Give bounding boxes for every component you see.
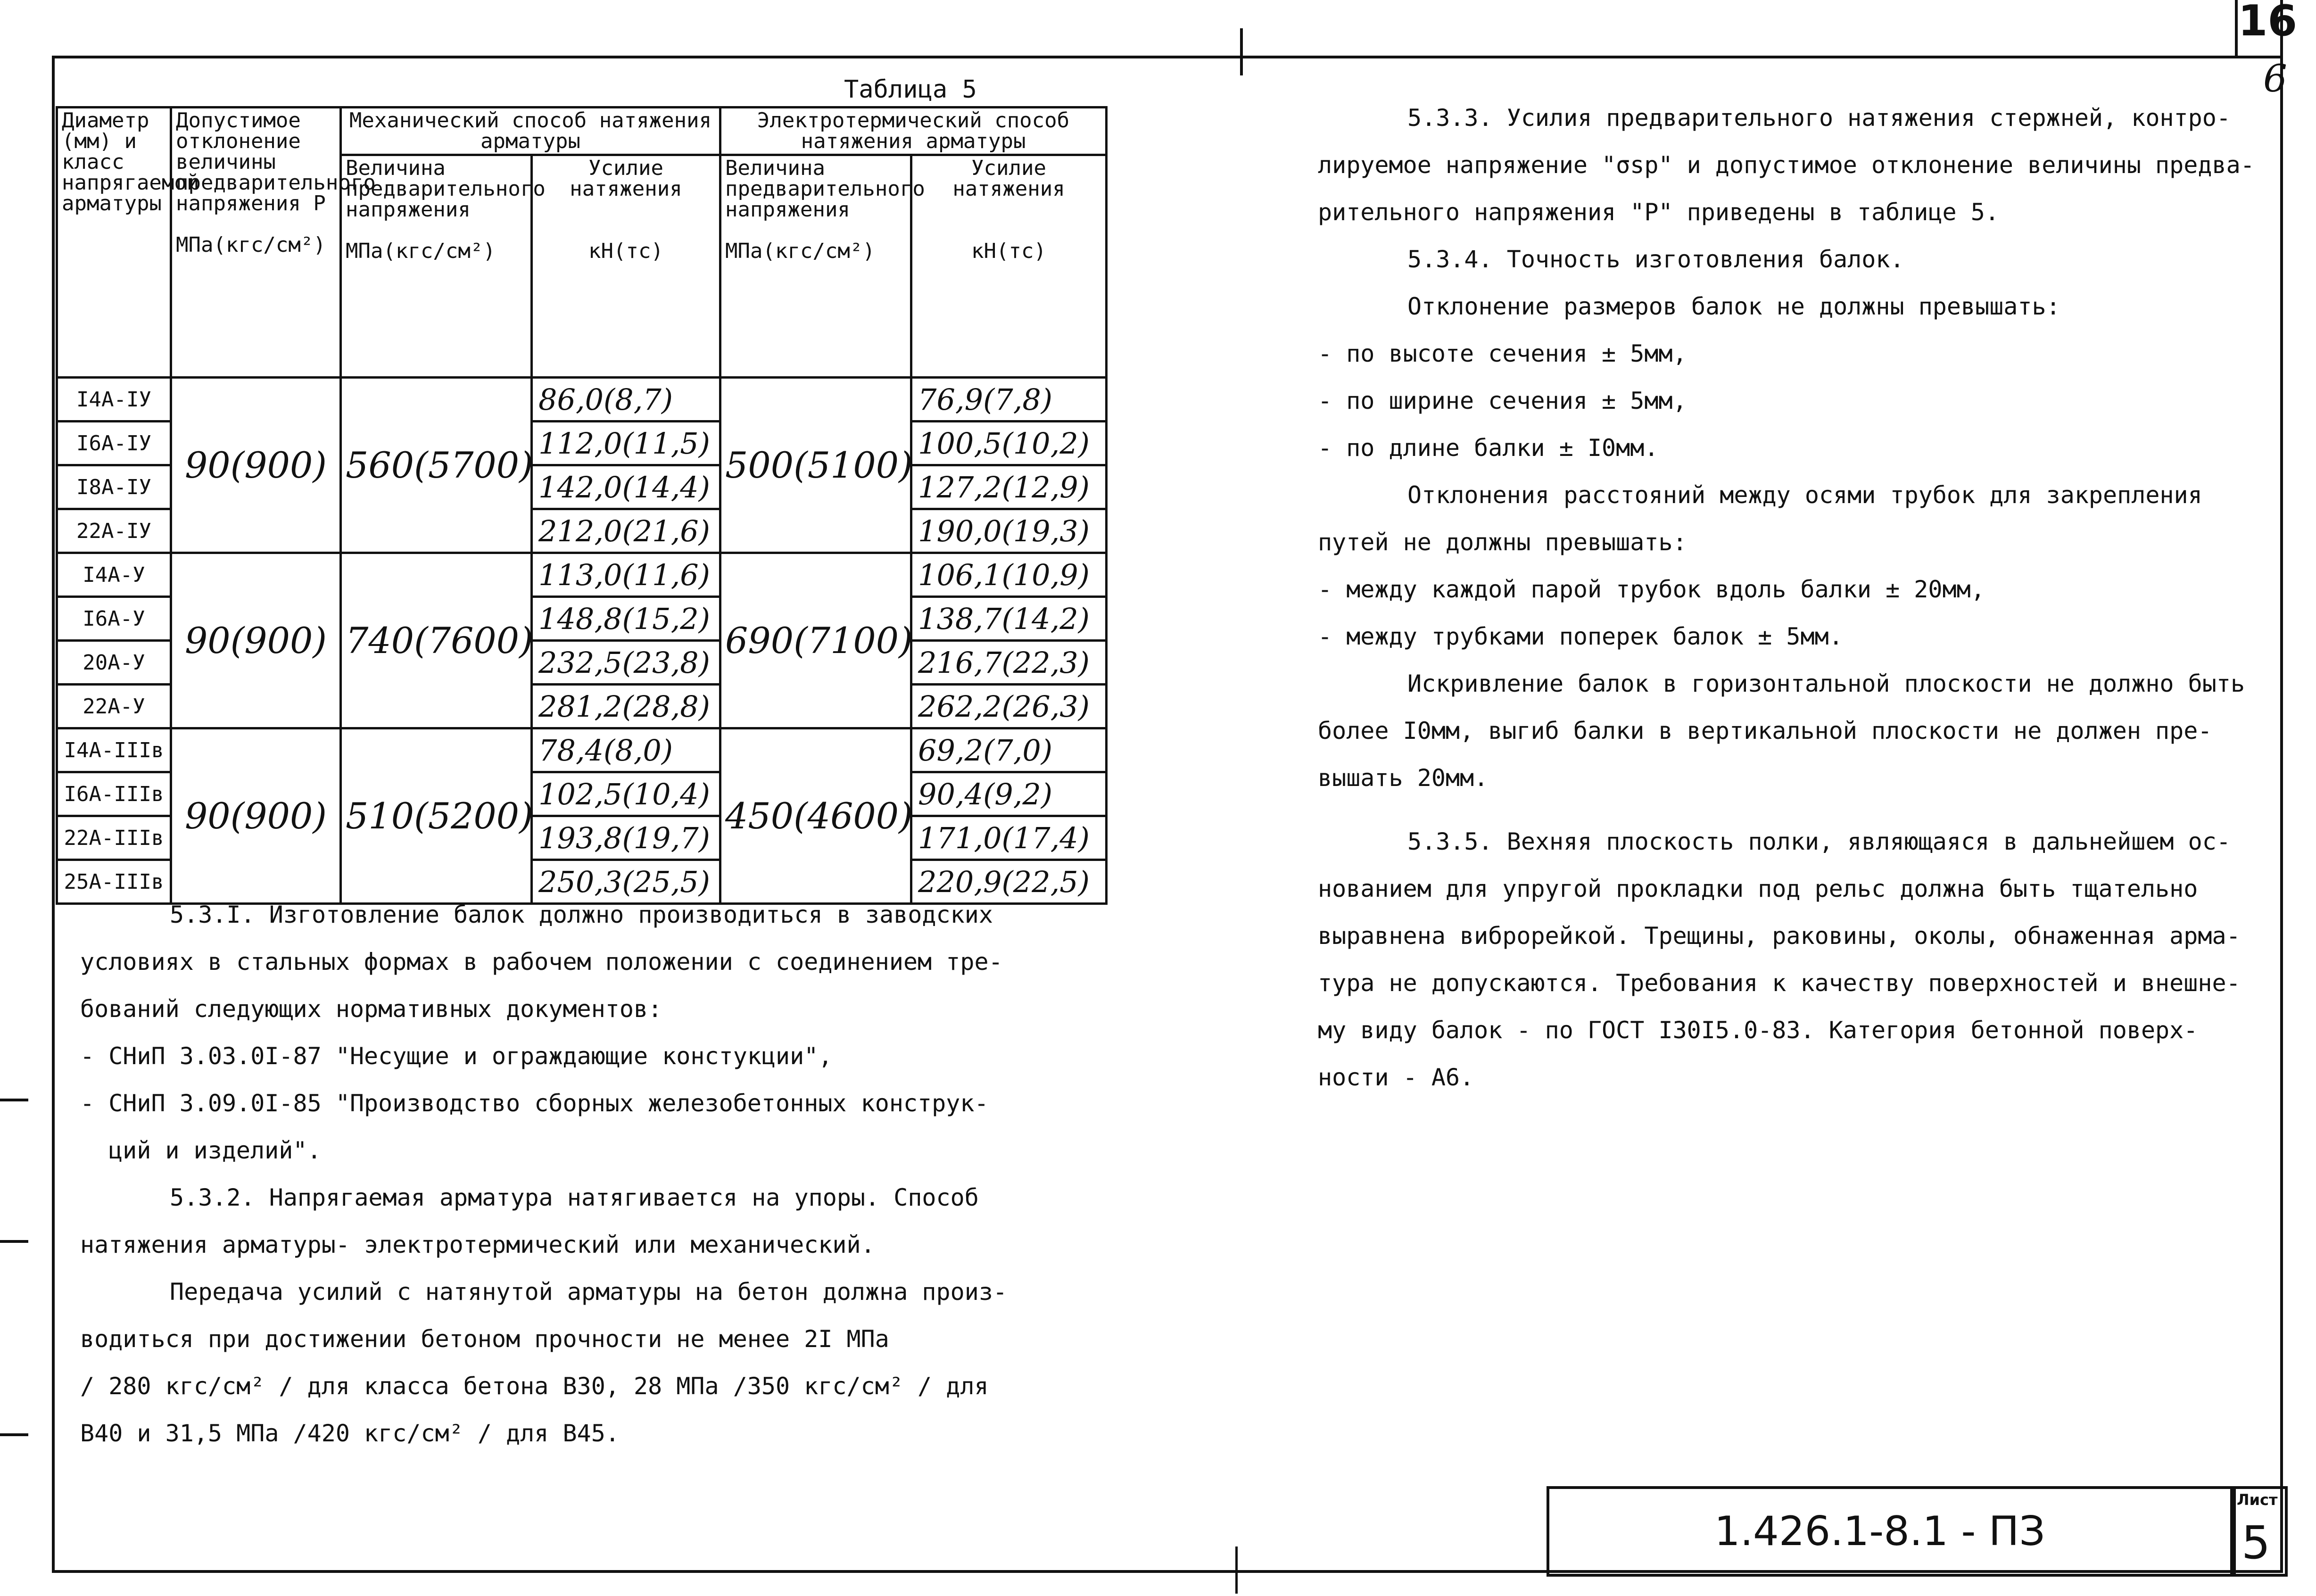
class-cell: I8A-IУ: [57, 465, 171, 509]
mech-force-cell: 78,4(8,0): [532, 728, 720, 772]
electro-force-cell: 69,2(7,0): [911, 728, 1107, 772]
left-text-column: [80, 891, 1007, 1457]
table-row: [57, 728, 1107, 772]
mech-force-cell: 281,2(28,8): [532, 685, 720, 728]
class-cell: I6A-IУ: [57, 422, 171, 465]
class-cell: I4A-У: [57, 553, 171, 597]
header-mech-prestress-unit: МПа(кгс/см²): [346, 239, 496, 263]
para-5-3-2-line-1: 5.3.2. Напрягаемая арматура натягивается на упоры. Способ: [170, 1184, 979, 1211]
sheet-number-handwritten: 6: [2263, 57, 2287, 100]
para-transfer-line-2: водиться при достижении бетоном прочности не менее 2I МПа: [80, 1325, 889, 1353]
mech-force-cell: 232,5(23,8): [532, 641, 720, 685]
header-mech-force-text: Усилие натяжения: [570, 156, 682, 201]
para-5-3-5-line-3: выравнена виброрейкой. Трещины, раковины, околы, обнаженная арма-: [1318, 922, 2241, 950]
mech-force-cell: 112,0(11,5): [532, 422, 720, 465]
fold-mark-top: [1240, 28, 1243, 75]
mech-force-cell: 86,0(8,7): [532, 378, 720, 422]
class-cell: 20A-У: [57, 641, 171, 685]
electro-force-cell: 190,0(19,3): [911, 509, 1107, 553]
electro-force-cell: 127,2(12,9): [911, 465, 1107, 509]
frame-top-right-box: [2235, 0, 2238, 56]
mech-force-cell: 250,3(25,5): [532, 860, 720, 904]
electro-force-cell: 220,9(22,5): [911, 860, 1107, 904]
para-transfer-line-3: / 280 кгс/см² / для класса бетона В30, 28 МПа /350 кгс/см² / для: [80, 1373, 989, 1400]
para-5-3-5-line-6: ности - А6.: [1318, 1064, 1474, 1091]
sheet-number-top: 16: [2238, 0, 2297, 46]
table-5: [56, 106, 1108, 905]
document-code: 1.426.1-8.1 - ПЗ: [1714, 1508, 2045, 1555]
para-5-3-5-line-2: нованием для упругой прокладки под рельс должна быть тщательно: [1318, 875, 2198, 902]
class-cell: I4A-IУ: [57, 378, 171, 422]
header-mech-force-unit: кН(тс): [588, 239, 663, 263]
fold-mark-bottom: [1235, 1546, 1238, 1594]
deviation-cell: 90(900): [171, 553, 341, 728]
para-5-3-1-line-6: ций и изделий".: [108, 1137, 322, 1164]
table-row: [57, 553, 1107, 597]
mech-prestress-cell: 510(5200): [341, 728, 532, 904]
electro-force-cell: 138,7(14,2): [911, 597, 1107, 641]
frame-right-line: [2280, 0, 2283, 1573]
header-mech-prestress-text: Величина предварительного напряжения: [346, 156, 546, 222]
tubes-intro-line-1: Отклонения расстояний между осями трубок для закрепления: [1407, 481, 2202, 509]
header-deviation: [171, 108, 376, 378]
header-electro-prestress-unit: МПа(кгс/см²): [725, 239, 875, 263]
para-5-3-4-title: 5.3.4. Точность изготовления балок.: [1407, 246, 1904, 273]
tolerance-tubes-across: - между трубками поперек балок ± 5мм.: [1318, 623, 1843, 650]
electro-prestress-cell: 450(4600): [720, 728, 911, 904]
title-block: [1547, 1486, 2236, 1577]
class-cell: I6A-IIIв: [57, 772, 171, 816]
table-title: Таблица 5: [844, 75, 977, 104]
class-cell: I4A-IIIв: [57, 728, 171, 772]
table-row: [57, 378, 1107, 422]
para-transfer-line-1: Передача усилий с натянутой арматуры на бетон должна произ-: [170, 1278, 1008, 1306]
frame-left-line: [52, 56, 55, 1573]
deviation-cell: 90(900): [171, 728, 341, 904]
mech-force-cell: 193,8(19,7): [532, 816, 720, 860]
tolerance-height: - по высоте сечения ± 5мм,: [1318, 340, 1687, 367]
class-cell: 22A-IУ: [57, 509, 171, 553]
header-mech-group: Механический способ натяжения арматуры: [341, 108, 720, 155]
mech-prestress-cell: 560(5700): [341, 378, 532, 553]
para-5-3-3-line-2: лируемое напряжение "σsp" и допустимое отклонение величины предва-: [1318, 151, 2255, 179]
tolerance-length: - по длине балки ± I0мм.: [1318, 434, 1659, 462]
tolerance-width: - по ширине сечения ± 5мм,: [1318, 387, 1687, 414]
para-5-3-1-line-5: - СНиП 3.09.0I-85 "Производство сборных железобетонных конструк-: [80, 1090, 989, 1117]
para-5-3-3-line-1: 5.3.3. Усилия предварительного натяжения стержней, контро-: [1407, 104, 2231, 132]
header-electro-force: [911, 155, 1107, 378]
tolerance-tubes-along: - между каждой парой трубок вдоль балки ± 20мм,: [1318, 576, 1985, 603]
header-deviation-text: Допустимое отклонение величины предварительного напряжения Р: [176, 108, 376, 215]
curvature-line-3: вышать 20мм.: [1318, 764, 1489, 792]
sheet-number: 5: [2242, 1516, 2271, 1569]
electro-force-cell: 262,2(26,3): [911, 685, 1107, 728]
header-electro-group: Электротермический способ натяжения арматуры: [720, 108, 1107, 155]
mech-force-cell: 113,0(11,6): [532, 553, 720, 597]
right-text-column: [1318, 94, 2255, 802]
electro-force-cell: 106,1(10,9): [911, 553, 1107, 597]
frame-top-line: [52, 56, 2282, 58]
para-5-3-3-line-3: рительного напряжения "Р" приведены в таблице 5.: [1318, 198, 1999, 226]
curvature-line-1: Искривление балок в горизонтальной плоскости не должно быть: [1407, 670, 2245, 697]
margin-tick-1: [0, 1099, 28, 1101]
electro-force-cell: 100,5(10,2): [911, 422, 1107, 465]
sheet-box: [2230, 1486, 2288, 1577]
para-5-3-1-line-3: бований следующих нормативных документов:: [80, 995, 662, 1023]
para-5-3-1-line-2: условиях в стальных формах в рабочем положении с соединением тре-: [80, 948, 1003, 976]
margin-tick-2: [0, 1240, 28, 1243]
deviation-cell: 90(900): [171, 378, 341, 553]
header-electro-prestress: [720, 155, 925, 378]
curvature-line-2: более I0мм, выгиб балки в вертикальной плоскости не должен пре-: [1318, 717, 2212, 744]
para-5-3-2-line-2: натяжения арматуры- электротермический или механический.: [80, 1231, 875, 1258]
header-deviation-unit: МПа(кгс/см²): [176, 233, 326, 257]
class-cell: I6A-У: [57, 597, 171, 641]
electro-force-cell: 171,0(17,4): [911, 816, 1107, 860]
mech-force-cell: 212,0(21,6): [532, 509, 720, 553]
mech-force-cell: 148,8(15,2): [532, 597, 720, 641]
right-text-5-3-5: [1318, 818, 2241, 1101]
para-5-3-5-line-5: му виду балок - по ГОСТ I30I5.0-83. Категория бетонной поверх-: [1318, 1017, 2198, 1044]
header-mech-force: [532, 155, 720, 378]
mech-force-cell: 102,5(10,4): [532, 772, 720, 816]
margin-tick-3: [0, 1433, 28, 1436]
mech-force-cell: 142,0(14,4): [532, 465, 720, 509]
header-diameter-text: Диаметр (мм) и класс напрягаемой арматуры: [62, 108, 199, 215]
electro-force-cell: 76,9(7,8): [911, 378, 1107, 422]
header-mech-prestress: [341, 155, 546, 378]
electro-prestress-cell: 500(5100): [720, 378, 911, 553]
para-5-3-1-line-1: 5.3.I. Изготовление балок должно производиться в заводских: [170, 901, 993, 928]
class-cell: 22A-IIIв: [57, 816, 171, 860]
para-5-3-5-line-1: 5.3.5. Вехняя плоскость полки, являющаяся в дальнейшем ос-: [1407, 828, 2231, 855]
para-5-3-5-line-4: тура не допускаются. Требования к качеству поверхностей и внешне-: [1318, 969, 2241, 997]
para-transfer-line-4: В40 и 31,5 МПа /420 кгс/см² / для В45.: [80, 1420, 620, 1447]
header-electro-force-unit: кН(тс): [971, 239, 1046, 263]
mech-prestress-cell: 740(7600): [341, 553, 532, 728]
tubes-intro-line-2: путей не должны превышать:: [1318, 529, 1687, 556]
electro-prestress-cell: 690(7100): [720, 553, 911, 728]
sheet-label: Лист: [2237, 1491, 2278, 1509]
class-cell: 22A-У: [57, 685, 171, 728]
para-5-3-4-intro: Отклонение размеров балок не должны превышать:: [1407, 293, 2060, 320]
para-5-3-1-line-4: - СНиП 3.03.0I-87 "Несущие и ограждающие констукции",: [80, 1042, 833, 1070]
electro-force-cell: 90,4(9,2): [911, 772, 1107, 816]
header-diameter: [57, 108, 199, 378]
electro-force-cell: 216,7(22,3): [911, 641, 1107, 685]
header-electro-force-text: Усилие натяжения: [952, 156, 1065, 201]
header-electro-prestress-text: Величина предварительного напряжения: [725, 156, 925, 222]
class-cell: 25A-IIIв: [57, 860, 171, 904]
